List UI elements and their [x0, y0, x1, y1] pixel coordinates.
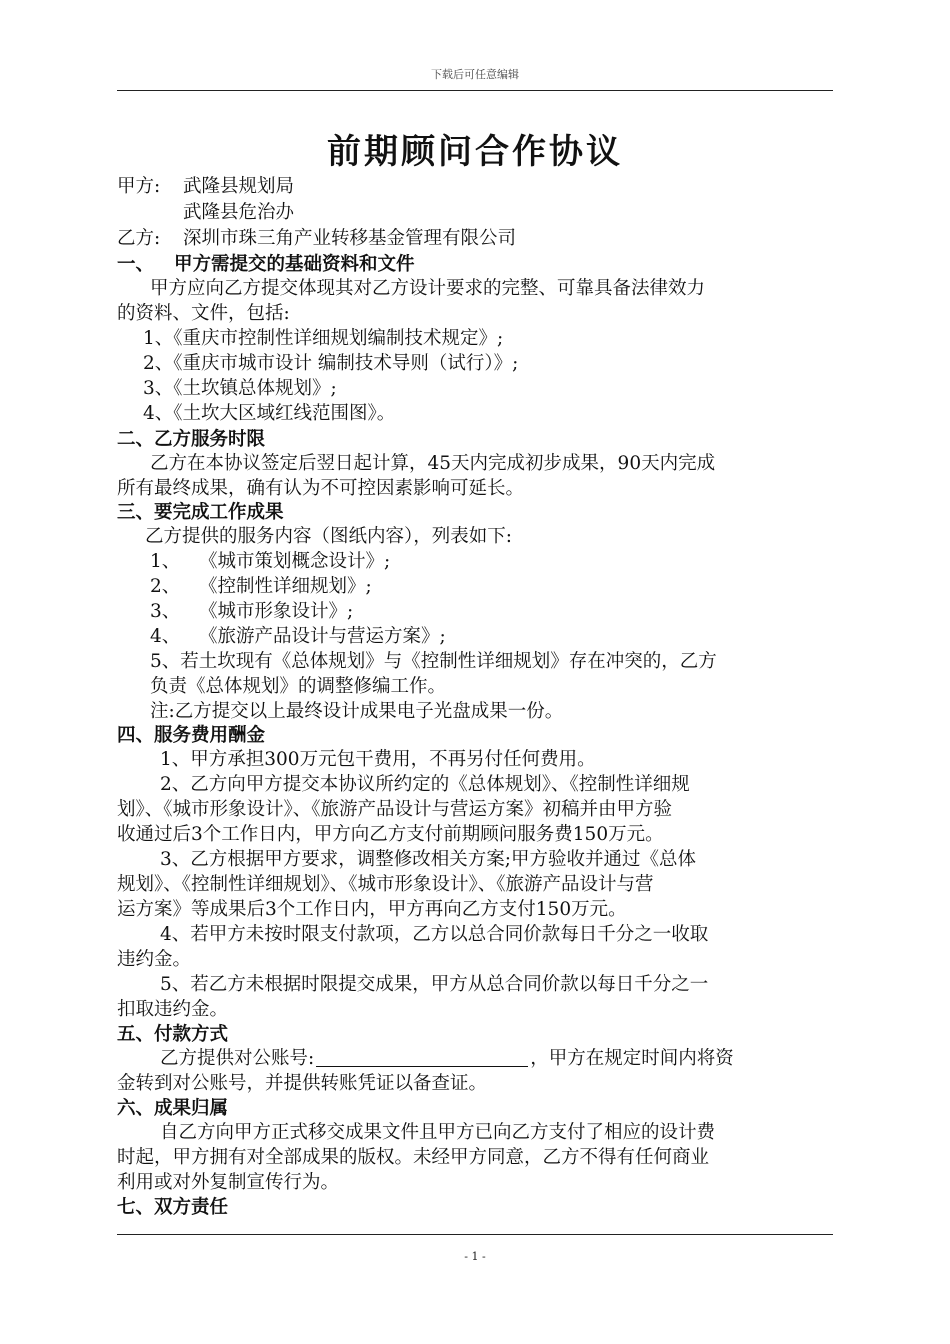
section-1-heading: 甲方需提交的基础资料和文件	[174, 254, 415, 275]
section-7-heading: 七、双方责任	[117, 1197, 229, 1218]
section-4-item-2-line-3: 收通过后3个工作日内，甲方向乙方支付前期顾问服务费150万元。	[117, 824, 664, 845]
section-3-item-3-number: 3、	[150, 601, 181, 622]
section-3-item-3-text: 《城市形象设计》;	[199, 601, 354, 622]
section-4-item-3-line-3: 运方案》等成果后3个工作日内，甲方再向乙方支付150万元。	[117, 899, 627, 920]
section-3-note: 注:乙方提交以上最终设计成果电子光盘成果一份。	[150, 701, 564, 722]
section-4-item-5-line-2: 扣取违约金。	[117, 999, 229, 1020]
bank-account-continuation: ，甲方在规定时间内将资	[530, 1048, 734, 1069]
section-1-item-2: 2、《重庆市城市设计 编制技术导则（试行）》;	[143, 353, 519, 374]
section-1-number: 一、	[117, 254, 155, 275]
bank-account-blank	[316, 1048, 528, 1067]
section-3-item-2-text: 《控制性详细规划》;	[199, 576, 372, 597]
section-5-heading: 五、付款方式	[117, 1024, 229, 1045]
section-4-heading: 四、服务费用酬金	[117, 725, 266, 746]
section-6-para-line-1: 自乙方向甲方正式移交成果文件且甲方已向乙方支付了相应的设计费	[160, 1122, 716, 1143]
section-6-para-line-2: 时起，甲方拥有对全部成果的版权。未经甲方同意，乙方不得有任何商业	[117, 1147, 710, 1168]
section-3-item-4-text: 《旅游产品设计与营运方案》;	[199, 626, 446, 647]
page-header-note: 下载后可任意编辑	[431, 68, 519, 81]
party-b-label: 乙方:	[117, 228, 161, 249]
section-1-intro-line-2: 的资料、文件，包括:	[117, 303, 290, 324]
section-6-para-line-3: 利用或对外复制宣传行为。	[117, 1172, 340, 1193]
footer-rule	[117, 1234, 833, 1235]
section-4-item-3-line-2: 规划》、《控制性详细规划》、《城市形象设计》、《旅游产品设计与营	[117, 874, 654, 895]
party-a-name-1: 武隆县规划局	[183, 176, 295, 197]
section-3-item-4-number: 4、	[150, 626, 181, 647]
section-2-heading: 二、乙方服务时限	[117, 429, 266, 450]
section-1-item-4: 4、《土坎大区域红线范围图》。	[143, 403, 396, 424]
bank-account-label: 乙方提供对公账号:	[160, 1048, 315, 1069]
section-3-item-1-number: 1、	[150, 551, 181, 572]
section-4-item-1: 1、甲方承担300万元包干费用，不再另付任何费用。	[160, 749, 596, 770]
section-2-para-line-1: 乙方在本协议签定后翌日起计算，45天内完成初步成果，90天内完成	[150, 453, 716, 474]
header-rule	[117, 90, 833, 91]
section-3-heading: 三、要完成工作成果	[117, 502, 284, 523]
section-1-item-1: 1、《重庆市控制性详细规划编制技术规定》;	[143, 328, 504, 349]
section-5-para-line-1	[160, 1046, 734, 1072]
section-4-item-5-line-1: 5、若乙方未根据时限提交成果，甲方从总合同价款以每日千分之一	[160, 974, 709, 995]
section-3-item-1-text: 《城市策划概念设计》;	[199, 551, 391, 572]
section-4-item-2-line-2: 划》、《城市形象设计》、《旅游产品设计与营运方案》初稿并由甲方验	[117, 799, 673, 820]
party-a-label: 甲方:	[117, 176, 161, 197]
section-1-item-3: 3、《土坎镇总体规划》;	[143, 378, 337, 399]
page-number: - 1 -	[464, 1250, 486, 1263]
document-title: 前期顾问合作协议	[327, 132, 623, 172]
section-6-heading: 六、成果归属	[117, 1098, 229, 1119]
party-a-name-2: 武隆县危治办	[183, 202, 295, 223]
section-1-intro-line-1: 甲方应向乙方提交体现其对乙方设计要求的完整、可靠具备法律效力	[150, 278, 706, 299]
section-3-item-5-line-2: 负责《总体规划》的调整修编工作。	[150, 676, 447, 697]
party-b-name: 深圳市珠三角产业转移基金管理有限公司	[183, 228, 517, 249]
section-4-item-4-line-2: 违约金。	[117, 949, 192, 970]
section-4-item-2-line-1: 2、乙方向甲方提交本协议所约定的《总体规划》、《控制性详细规	[160, 774, 690, 795]
section-3-item-2-number: 2、	[150, 576, 181, 597]
section-3-intro: 乙方提供的服务内容（图纸内容），列表如下:	[145, 526, 512, 547]
section-4-item-3-line-1: 3、乙方根据甲方要求，调整修改相关方案;甲方验收并通过《总体	[160, 849, 697, 870]
section-3-item-5-line-1: 5、若土坎现有《总体规划》与《控制性详细规划》存在冲突的，乙方	[150, 651, 717, 672]
section-2-para-line-2: 所有最终成果，确有认为不可控因素影响可延长。	[117, 478, 525, 499]
section-4-item-4-line-1: 4、若甲方未按时限支付款项，乙方以总合同价款每日千分之一收取	[160, 924, 709, 945]
section-5-para-line-2: 金转到对公账号，并提供转账凭证以备查证。	[117, 1073, 488, 1094]
